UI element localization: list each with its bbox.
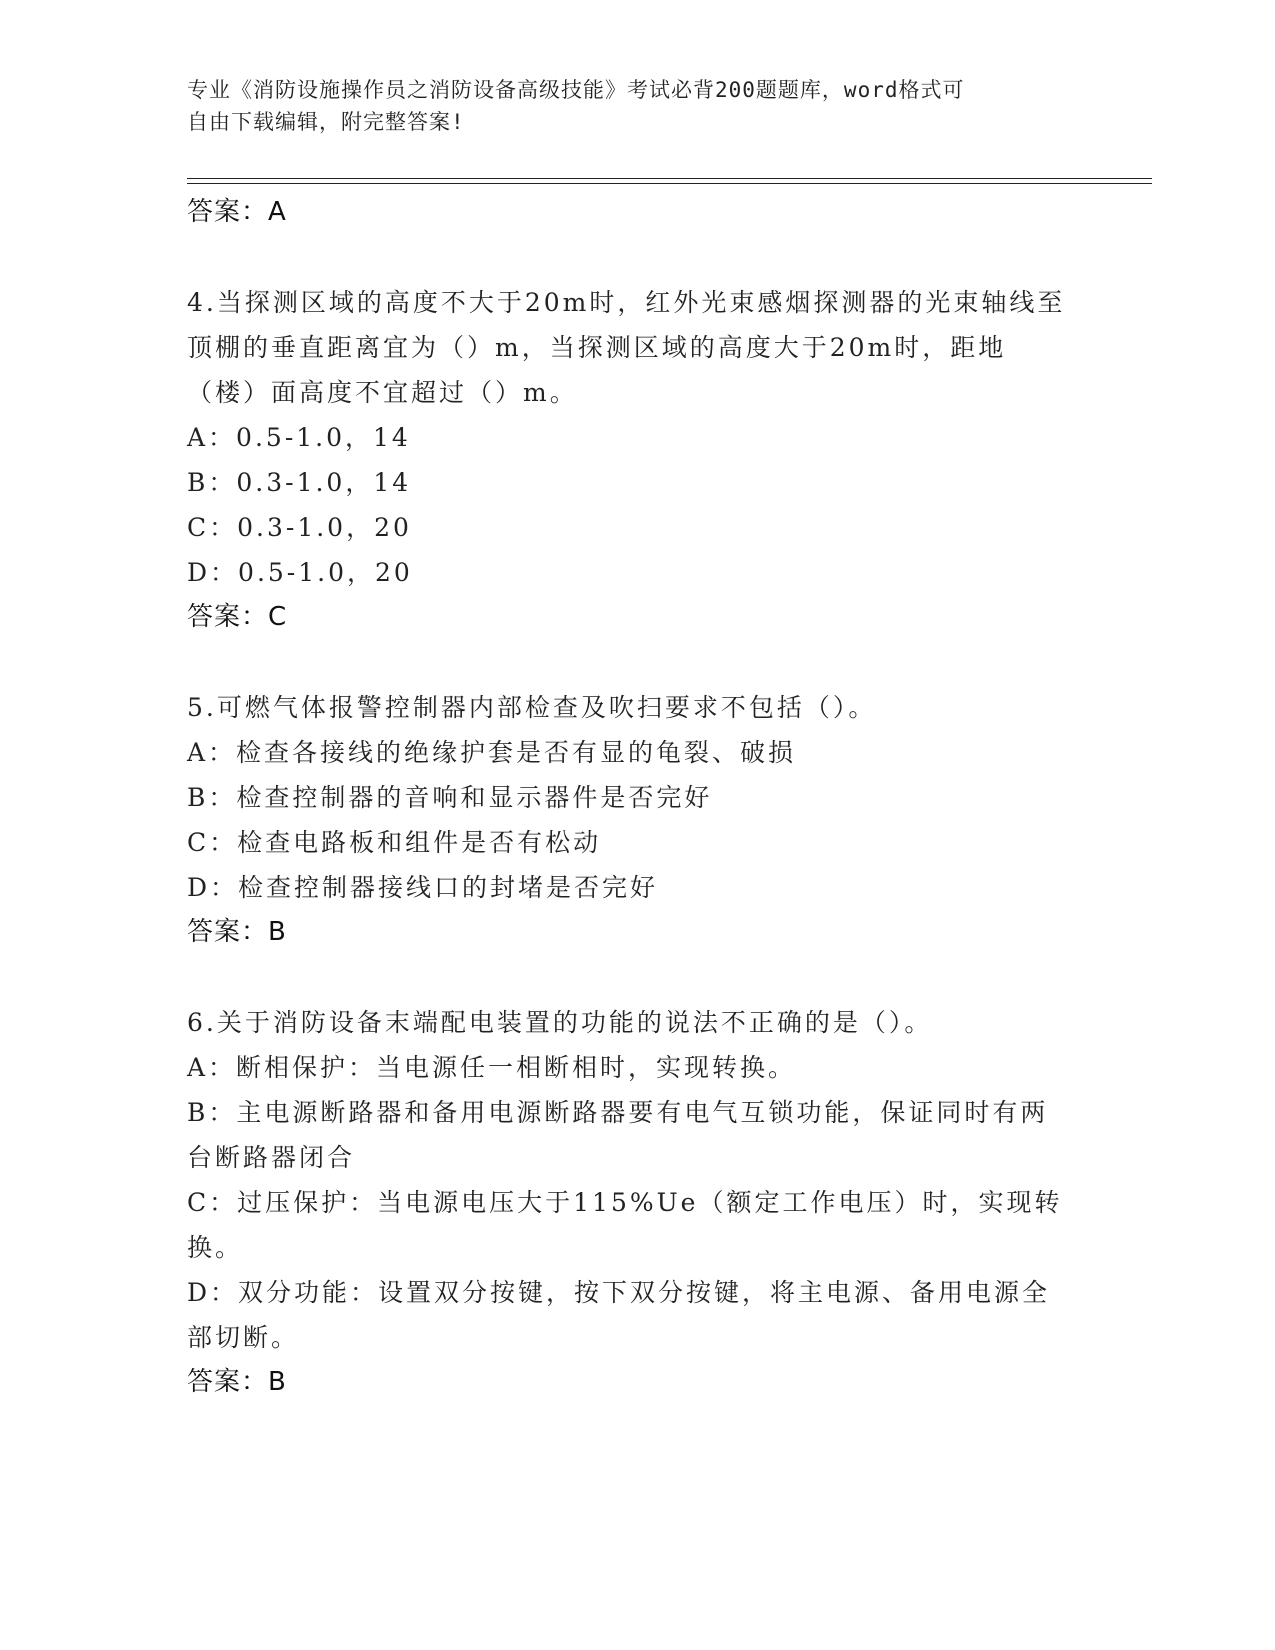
option-b: B：0.3-1.0，14 (187, 468, 412, 497)
option-c: C：0.3-1.0，20 (187, 513, 412, 542)
question-6 (187, 1000, 1087, 1404)
document-body (187, 190, 1087, 1404)
answer: 答案：B (187, 917, 287, 947)
document-header (187, 74, 1067, 138)
header-line-2: 自由下载编辑，附完整答案! (187, 110, 465, 134)
option-d: D：0.5-1.0，20 (187, 558, 413, 587)
option-c: C：检查电路板和组件是否有松动 (187, 828, 602, 857)
previous-answer: 答案：A (187, 197, 287, 227)
header-divider-top (187, 178, 1152, 179)
option-a: A：检查各接线的绝缘护套是否有显的龟裂、破损 (187, 738, 797, 767)
header-divider-bottom (187, 183, 1152, 184)
question-text: 5.可燃气体报警控制器内部检查及吹扫要求不包括（）。 (187, 693, 877, 722)
option-b: B：检查控制器的音响和显示器件是否完好 (187, 783, 713, 812)
question-text: 6.关于消防设备末端配电装置的功能的说法不正确的是（）。 (187, 1008, 933, 1037)
header-line-1: 专业《消防设施操作员之消防设备高级技能》考试必背200题题库，word格式可 (187, 78, 965, 102)
answer: 答案：C (187, 602, 288, 632)
answer: 答案：B (187, 1367, 287, 1397)
option-b: B：主电源断路器和备用电源断路器要有电气互锁功能，保证同时有两台断路器闭合 (187, 1098, 1049, 1172)
question-5 (187, 685, 1087, 954)
option-a: A：0.5-1.0，14 (187, 423, 411, 452)
question-text: 4.当探测区域的高度不大于20m时，红外光束感烟探测器的光束轴线至顶棚的垂直距离宜为（）m，当探测区域的高度大于20m时，距地（楼）面高度不宜超过（）m。 (187, 288, 1066, 407)
option-d: D：检查控制器接线口的封堵是否完好 (187, 873, 659, 902)
option-d: D：双分功能：设置双分按键，按下双分按键，将主电源、备用电源全部切断。 (187, 1278, 1051, 1352)
question-4 (187, 280, 1087, 639)
option-a: A：断相保护：当电源任一相断相时，实现转换。 (187, 1053, 797, 1082)
option-c: C：过压保护：当电源电压大于115%Ue（额定工作电压）时，实现转换。 (187, 1188, 1063, 1262)
